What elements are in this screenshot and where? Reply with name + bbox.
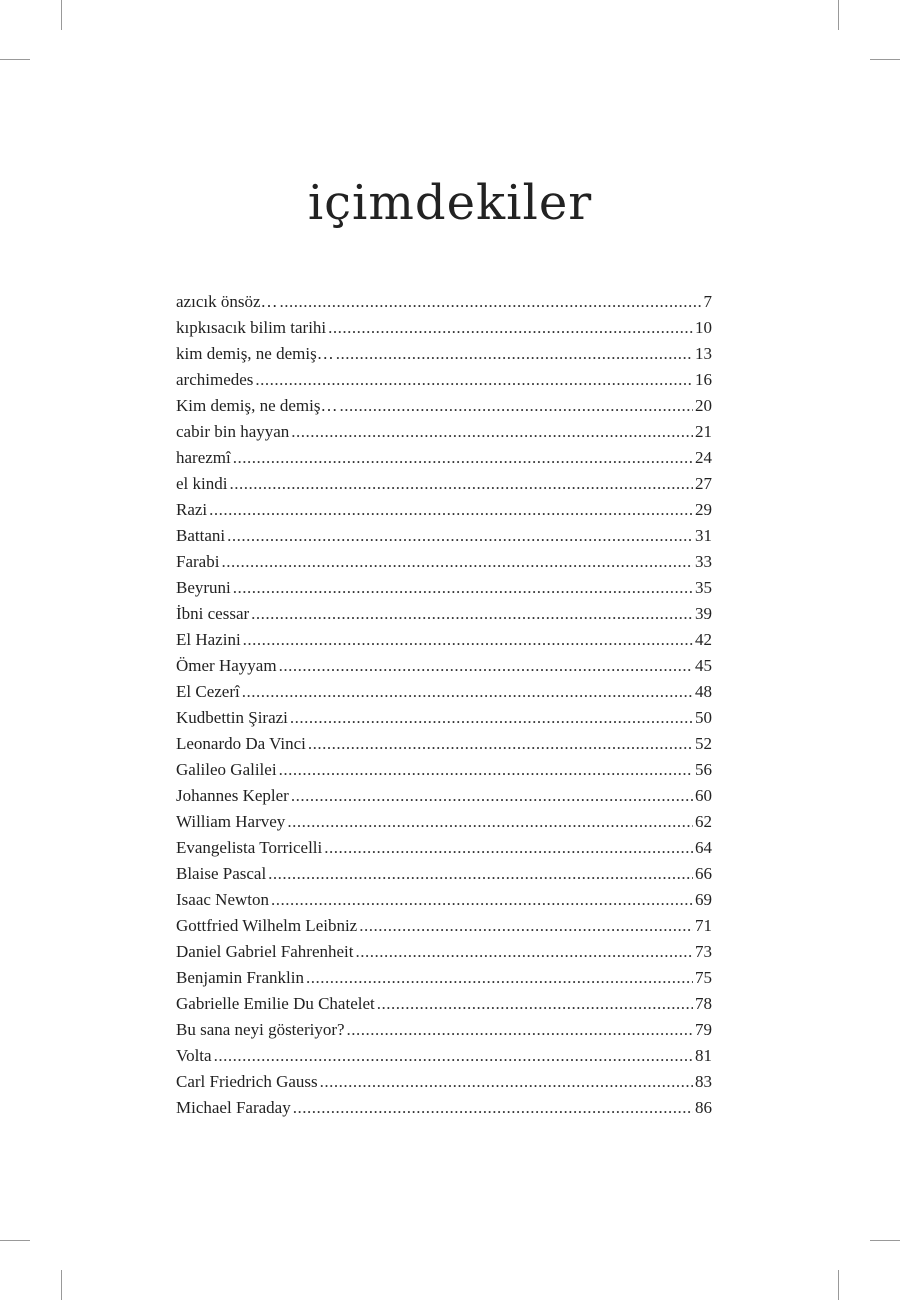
toc-entry-label: Isaac Newton [176, 890, 269, 909]
toc-dot-leader [359, 913, 693, 939]
toc-dot-leader [336, 341, 693, 367]
toc-entry [176, 445, 712, 471]
toc-entry-page-number: 86 [695, 1098, 712, 1117]
toc-dot-leader [221, 549, 693, 575]
page-title: içimdekiler [307, 175, 593, 231]
toc-dot-leader [268, 861, 693, 887]
toc-entry-page-number: 64 [695, 838, 712, 857]
toc-entry-page-number: 33 [695, 552, 712, 571]
toc-entry [176, 367, 712, 393]
toc-entry-label: Michael Faraday [176, 1098, 291, 1117]
toc-entry-page-number: 35 [695, 578, 712, 597]
toc-entry-label: Razi [176, 500, 208, 519]
crop-mark-bottom-right-v [838, 1270, 839, 1300]
toc-entry [176, 419, 712, 445]
toc-entry-page-number: 20 [695, 396, 712, 415]
toc-entry [176, 653, 712, 679]
toc-dot-leader [279, 757, 693, 783]
toc-dot-leader [291, 783, 693, 809]
toc-entry [176, 939, 712, 965]
toc-entry-label: azıcık önsöz… [176, 292, 278, 311]
toc-entry [176, 393, 712, 419]
toc-entry [176, 341, 712, 367]
toc-dot-leader [233, 575, 693, 601]
toc-entry-page-number: 56 [695, 760, 712, 779]
toc-dot-leader [306, 965, 693, 991]
toc-entry-page-number: 73 [695, 942, 712, 961]
crop-mark-bottom-right-h [870, 1240, 900, 1241]
toc-entry [176, 991, 712, 1017]
toc-dot-leader [233, 445, 693, 471]
toc-entry-label: Farabi [176, 552, 220, 571]
toc-entry-page-number: 71 [695, 916, 712, 935]
toc-entry [176, 861, 712, 887]
toc-entry-label: Volta [176, 1046, 212, 1065]
toc-entry-page-number: 52 [695, 734, 712, 753]
toc-dot-leader [229, 471, 693, 497]
crop-mark-top-right-v [838, 0, 839, 30]
toc-entry-label: el kindi [176, 474, 228, 493]
toc-entry-label: Beyruni [176, 578, 231, 597]
toc-entry-label: Kudbettin Şirazi [176, 708, 288, 727]
toc-entry-label: El Hazini [176, 630, 241, 649]
toc-entry [176, 523, 712, 549]
toc-entry [176, 913, 712, 939]
toc-entry [176, 1095, 712, 1121]
toc-entry [176, 627, 712, 653]
toc-entry-label: Johannes Kepler [176, 786, 289, 805]
toc-entry-label: harezmî [176, 448, 231, 467]
toc-entry-page-number: 39 [695, 604, 712, 623]
toc-entry-page-number: 21 [695, 422, 712, 441]
toc-entry-page-number: 81 [695, 1046, 712, 1065]
toc-entry-label: İbni cessar [176, 604, 250, 623]
toc-entry-page-number: 7 [703, 292, 712, 311]
toc-entry-page-number: 31 [695, 526, 712, 545]
toc-dot-leader [242, 679, 693, 705]
toc-entry-page-number: 13 [695, 344, 712, 363]
toc-entry-label: Daniel Gabriel Fahrenheit [176, 942, 354, 961]
toc-entry [176, 887, 712, 913]
toc-dot-leader [214, 1043, 693, 1069]
toc-entry-page-number: 27 [695, 474, 712, 493]
toc-entry-label: Benjamin Franklin [176, 968, 304, 987]
toc-dot-leader [255, 367, 693, 393]
toc-entry [176, 705, 712, 731]
toc-entry-page-number: 66 [695, 864, 712, 883]
toc-entry-label: Galileo Galilei [176, 760, 277, 779]
toc-entry [176, 835, 712, 861]
crop-mark-bottom-left-v [61, 1270, 62, 1300]
toc-entry [176, 679, 712, 705]
toc-entry-label: kim demiş, ne demiş… [176, 344, 334, 363]
crop-mark-top-left-v [61, 0, 62, 30]
toc-entry-label: Kim demiş, ne demiş… [176, 396, 338, 415]
toc-entry [176, 809, 712, 835]
toc-entry-label: Battani [176, 526, 226, 545]
toc-entry [176, 731, 712, 757]
toc-entry [176, 575, 712, 601]
toc-dot-leader [291, 419, 693, 445]
toc-dot-leader [280, 289, 702, 315]
toc-entry [176, 601, 712, 627]
toc-entry-label: William Harvey [176, 812, 286, 831]
toc-entry-page-number: 10 [695, 318, 712, 337]
toc-entry-label: Gottfried Wilhelm Leibniz [176, 916, 358, 935]
toc-dot-leader [324, 835, 693, 861]
toc-dot-leader [356, 939, 694, 965]
toc-entry-label: kıpkısacık bilim tarihi [176, 318, 327, 337]
toc-entry-page-number: 16 [695, 370, 712, 389]
toc-entry-label: Leonardo Da Vinci [176, 734, 306, 753]
toc-entry [176, 783, 712, 809]
toc-dot-leader [227, 523, 693, 549]
toc-entry-page-number: 42 [695, 630, 712, 649]
toc-dot-leader [293, 1095, 693, 1121]
toc-entry-page-number: 45 [695, 656, 712, 675]
crop-mark-top-right-h [870, 59, 900, 60]
toc-entry-page-number: 24 [695, 448, 712, 467]
toc-entry [176, 289, 712, 315]
toc-dot-leader [377, 991, 693, 1017]
toc-dot-leader [271, 887, 693, 913]
toc-entry-label: Gabrielle Emilie Du Chatelet [176, 994, 375, 1013]
toc-dot-leader [347, 1017, 693, 1043]
toc-entry-label: Ömer Hayyam [176, 656, 277, 675]
crop-mark-bottom-left-h [0, 1240, 30, 1241]
crop-mark-top-left-h [0, 59, 30, 60]
toc-dot-leader [279, 653, 693, 679]
toc-entry [176, 497, 712, 523]
toc-dot-leader [339, 393, 693, 419]
toc-entry [176, 1017, 712, 1043]
toc-entry-page-number: 79 [695, 1020, 712, 1039]
toc-dot-leader [290, 705, 693, 731]
toc-entry-label: Bu sana neyi gösteriyor? [176, 1020, 345, 1039]
toc-entry-page-number: 29 [695, 500, 712, 519]
toc-entry-label: El Cezerî [176, 682, 240, 701]
toc-dot-leader [320, 1069, 693, 1095]
toc-entry-label: Carl Friedrich Gauss [176, 1072, 318, 1091]
toc-entry-page-number: 78 [695, 994, 712, 1013]
toc-dot-leader [287, 809, 693, 835]
toc-entry-page-number: 83 [695, 1072, 712, 1091]
toc-entry [176, 1069, 712, 1095]
toc-entry-page-number: 75 [695, 968, 712, 987]
toc-dot-leader [251, 601, 693, 627]
toc-entry-page-number: 62 [695, 812, 712, 831]
toc-entry-page-number: 50 [695, 708, 712, 727]
toc-entry-page-number: 69 [695, 890, 712, 909]
toc-entry [176, 1043, 712, 1069]
table-of-contents [176, 289, 712, 1121]
toc-entry [176, 757, 712, 783]
toc-dot-leader [209, 497, 693, 523]
toc-entry-page-number: 60 [695, 786, 712, 805]
toc-entry-page-number: 48 [695, 682, 712, 701]
toc-entry [176, 315, 712, 341]
toc-entry [176, 965, 712, 991]
toc-entry-label: Evangelista Torricelli [176, 838, 323, 857]
toc-dot-leader [308, 731, 693, 757]
toc-entry [176, 549, 712, 575]
toc-entry-label: Blaise Pascal [176, 864, 267, 883]
toc-entry [176, 471, 712, 497]
toc-dot-leader [328, 315, 693, 341]
toc-entry-label: archimedes [176, 370, 254, 389]
toc-dot-leader [243, 627, 693, 653]
toc-entry-label: cabir bin hayyan [176, 422, 290, 441]
